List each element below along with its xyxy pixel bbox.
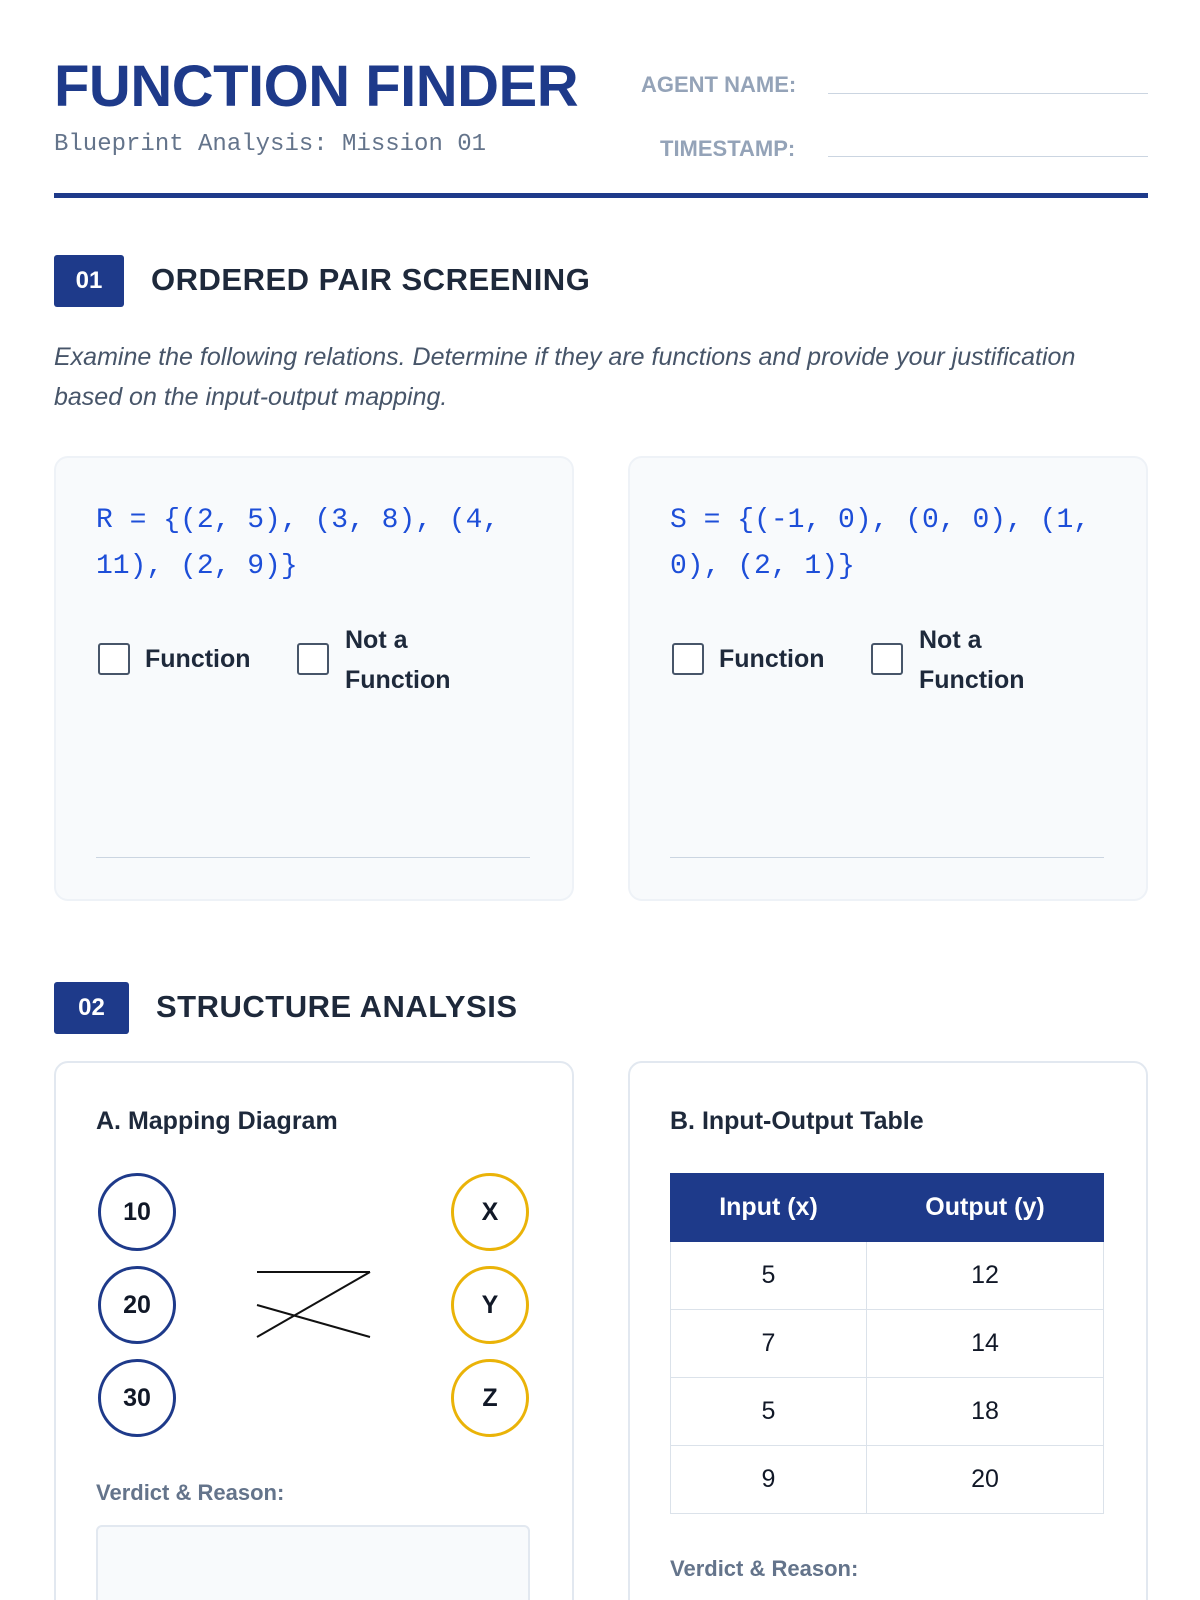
table-cell: 12 (867, 1242, 1104, 1310)
mapping-verdict-input[interactable] (96, 1525, 530, 1600)
mapping-diagram-title: A. Mapping Diagram (96, 1107, 338, 1135)
mapping-diagram-card (54, 1061, 574, 1600)
output-column-header: Output (y) (867, 1174, 1104, 1242)
section-2-title: STRUCTURE ANALYSIS (156, 989, 518, 1024)
table-cell: 5 (671, 1242, 867, 1310)
table-row (671, 1378, 1104, 1446)
table-row (671, 1446, 1104, 1514)
io-table-title: B. Input-Output Table (670, 1107, 924, 1135)
relation-card-r (54, 456, 574, 901)
mapping-arrow (257, 1305, 370, 1337)
table-cell: 9 (671, 1446, 867, 1514)
justification-line-s[interactable] (670, 857, 1104, 858)
table-cell: 5 (671, 1378, 867, 1446)
mapping-arrows (256, 1268, 372, 1340)
page-subtitle: Blueprint Analysis: Mission 01 (54, 131, 487, 158)
header-divider (54, 193, 1148, 198)
function-option-label-r: Function (145, 645, 251, 673)
page-title: FUNCTION FINDER (54, 54, 579, 119)
mapping-input-node: 30 (98, 1359, 176, 1437)
table-cell: 14 (867, 1310, 1104, 1378)
function-option-label-s: Function (719, 645, 825, 673)
relation-card-s (628, 456, 1148, 901)
table-row (671, 1310, 1104, 1378)
mapping-arrow (257, 1272, 370, 1337)
section-1-title: ORDERED PAIR SCREENING (151, 262, 591, 297)
mapping-verdict-label: Verdict & Reason: (96, 1480, 285, 1505)
table-row (671, 1242, 1104, 1310)
section-1-instructions: Examine the following relations. Determine if they are functions and provide your justification based on the input-output mapping. (54, 343, 1076, 411)
table-verdict-label: Verdict & Reason: (670, 1556, 859, 1581)
relation-r-text: R = {(2, 5), (3, 8), (4, 11), (2, 9)} (96, 505, 500, 582)
io-table-card (628, 1061, 1148, 1600)
agent-name-label: AGENT NAME: (641, 72, 797, 97)
table-cell: 18 (867, 1378, 1104, 1446)
agent-name-field[interactable] (828, 93, 1148, 94)
io-table (670, 1173, 1104, 1514)
relation-s-text: S = {(-1, 0), (0, 0), (1, 0), (2, 1)} (670, 505, 1091, 582)
mapping-output-node: X (451, 1173, 529, 1251)
table-cell: 7 (671, 1310, 867, 1378)
section-1-number: 01 (54, 255, 124, 307)
input-column-header: Input (x) (671, 1174, 867, 1242)
not-function-option-label-s: Not a Function (919, 626, 1025, 694)
not-function-checkbox-r[interactable] (297, 643, 329, 675)
function-checkbox-s[interactable] (672, 643, 704, 675)
justification-line-r[interactable] (96, 857, 530, 858)
timestamp-label: TIMESTAMP: (660, 136, 796, 161)
mapping-input-node: 10 (98, 1173, 176, 1251)
table-cell: 20 (867, 1446, 1104, 1514)
not-function-checkbox-s[interactable] (871, 643, 903, 675)
mapping-output-node: Z (451, 1359, 529, 1437)
section-2-number: 02 (54, 982, 129, 1034)
timestamp-field[interactable] (828, 156, 1148, 157)
io-table-header-row (671, 1174, 1104, 1242)
mapping-output-node: Y (451, 1266, 529, 1344)
mapping-input-node: 20 (98, 1266, 176, 1344)
not-function-option-label-r: Not a Function (345, 626, 451, 694)
function-checkbox-r[interactable] (98, 643, 130, 675)
